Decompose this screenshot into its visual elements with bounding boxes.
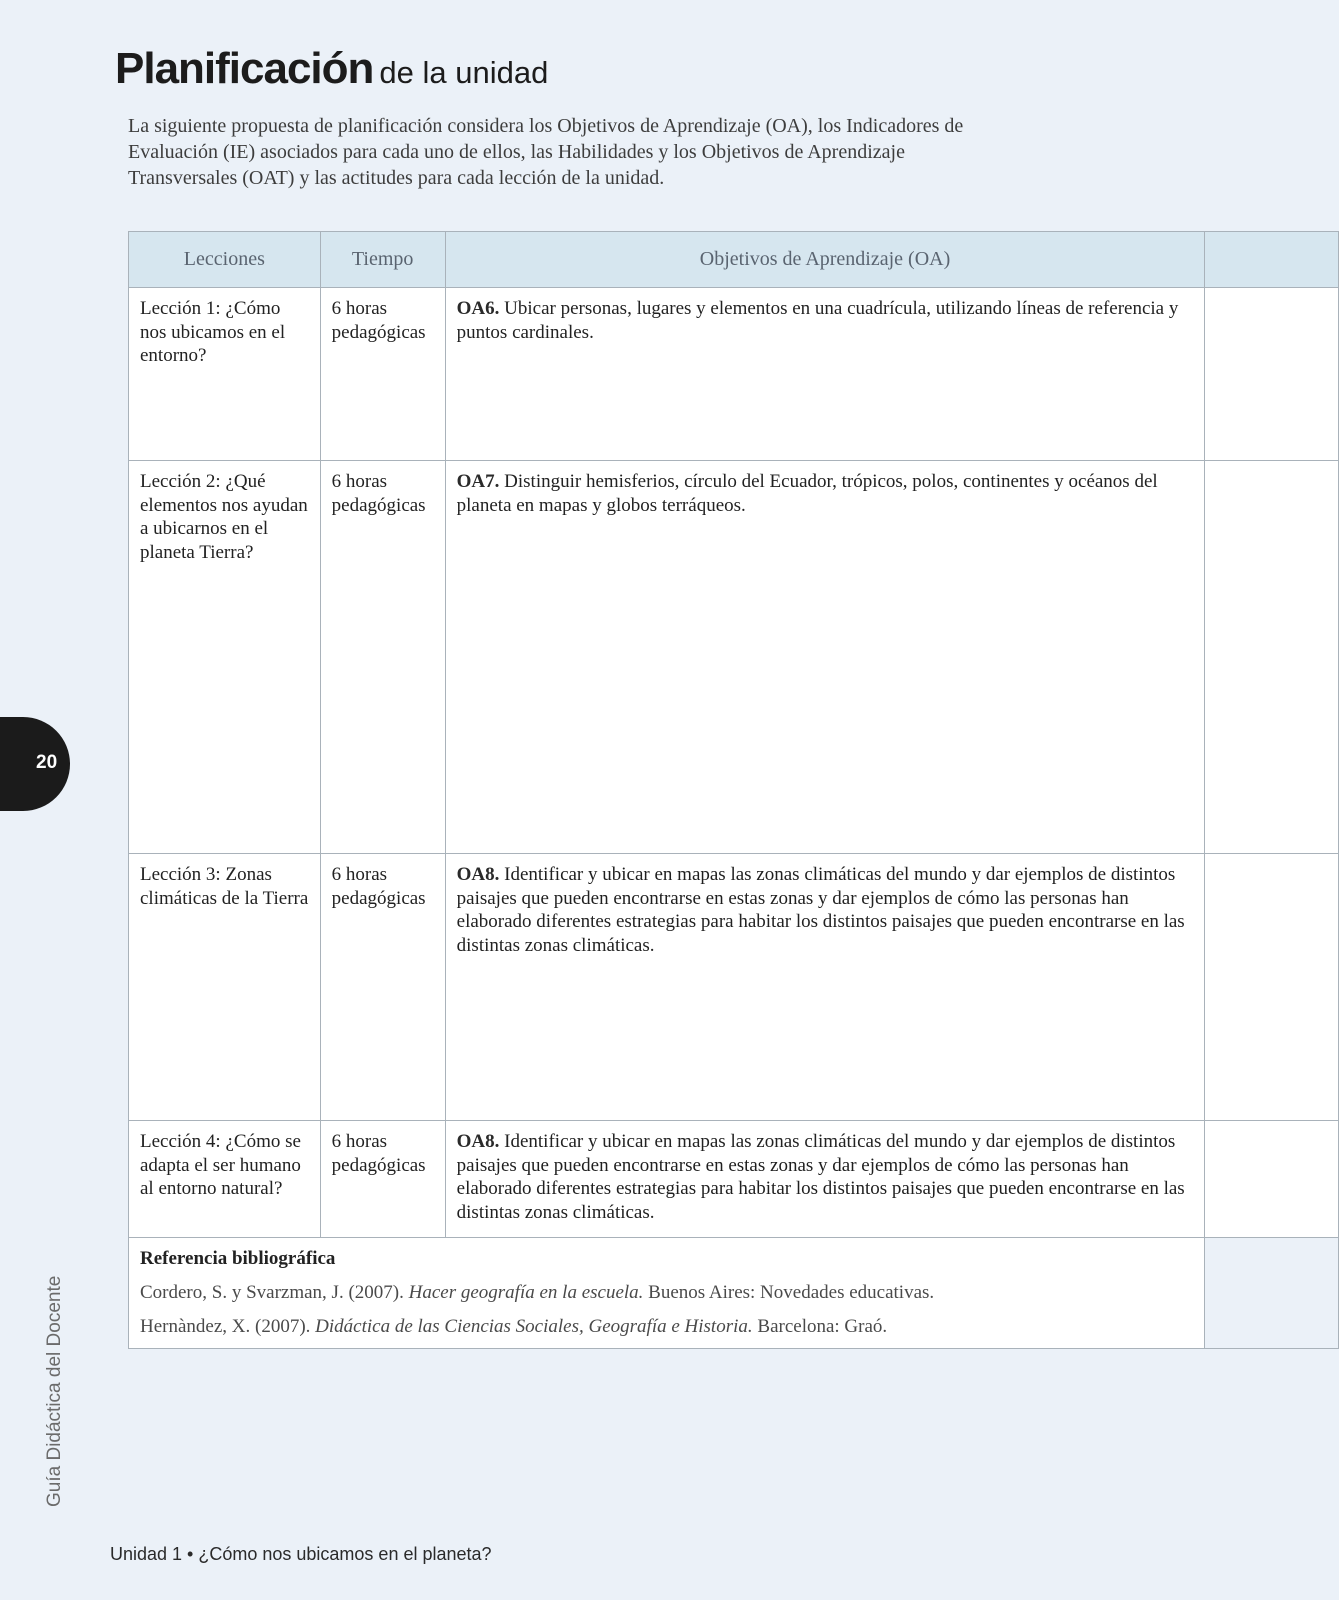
cell-leccion: Lección 3: Zonas climáticas de la Tierra (129, 854, 321, 1121)
page-number-tab (0, 717, 70, 811)
references-gap (1205, 1238, 1339, 1349)
reference-entry (140, 1281, 1193, 1305)
reference-publisher: Barcelona: Graó. (757, 1315, 888, 1337)
planning-table (128, 231, 1339, 1349)
reference-author: Cordero, S. y Svarzman, J. (2007). (140, 1281, 404, 1303)
header-objetivos: Objetivos de Aprendizaje (OA) (445, 232, 1205, 288)
header-tiempo: Tiempo (320, 232, 445, 288)
oa-text: y dar ejemplos de cómo las personas han elaborado diferentes estrategias para habitar los distintos paisajes que pueden encontrarse en las distintas zonas climáticas. (456, 887, 1185, 956)
cell-cutoff (1205, 1121, 1339, 1238)
oa-text: Distinguir hemisferios, círculo del Ecuador, trópicos, polos, continentes y océanos del planeta en mapas y globos terráqueos. (456, 471, 1158, 516)
cell-tiempo: 6 horas pedagógicas (320, 461, 445, 854)
cell-leccion: Lección 4: ¿Cómo se adapta el ser humano al entorno natural? (129, 1121, 321, 1238)
references-cell (129, 1238, 1205, 1349)
oa-code: OA8. (456, 864, 500, 885)
cell-cutoff (1205, 854, 1339, 1121)
header-lecciones: Lecciones (129, 232, 321, 288)
cell-tiempo: 6 horas pedagógicas (320, 288, 445, 461)
table-row (129, 1121, 1339, 1238)
oa-code: OA8. (456, 1131, 500, 1152)
cell-objetivo (445, 1121, 1205, 1238)
cell-leccion: Lección 2: ¿Qué elementos nos ayudan a ubicarnos en el planeta Tierra? (129, 461, 321, 854)
table-row (129, 854, 1339, 1121)
oa-text-emphasis: dar ejemplos de distintos paisajes que pueden encontrarse en estas zonas y dar ejemplos de cómo las personas han elaborado diferentes estrategias para habitar los distintos paisajes que pueden encontrarse en las distintas zonas climáticas. (456, 1131, 1185, 1223)
table-row (129, 461, 1339, 854)
cell-tiempo: 6 horas pedagógicas (320, 854, 445, 1121)
table-row (129, 288, 1339, 461)
cell-objetivo (445, 854, 1205, 1121)
cell-cutoff (1205, 461, 1339, 854)
oa-text-emphasis: Identificar y ubicar en mapas las zonas climáticas del mundo y dar ejemplos de distintos paisajes que pueden encontrarse en estas zonas (456, 864, 1176, 909)
table-header-row (129, 232, 1339, 288)
references-row (129, 1238, 1339, 1349)
cell-tiempo: 6 horas pedagógicas (320, 1121, 445, 1238)
reference-work-title: Didáctica de las Ciencias Sociales, Geografía e Historia. (315, 1315, 753, 1337)
reference-publisher: Buenos Aires: Novedades educativas. (648, 1281, 935, 1303)
page-title-main: Planificación (115, 44, 374, 93)
page-title (115, 44, 548, 94)
reference-author: Hernàndez, X. (2007). (140, 1315, 311, 1337)
page-title-sub: de la unidad (379, 55, 549, 90)
cell-objetivo (445, 288, 1205, 461)
oa-text: Identificar y ubicar en mapas las zonas climáticas del mundo y (504, 1131, 982, 1152)
oa-code: OA6. (456, 298, 500, 319)
cell-leccion: Lección 1: ¿Cómo nos ubicamos en el entorno? (129, 288, 321, 461)
page-number: 20 (36, 752, 58, 773)
oa-text: Ubicar personas, lugares y elementos en una cuadrícula, utilizando líneas de referencia y puntos cardinales. (456, 298, 1179, 343)
reference-work-title: Hacer geografía en la escuela. (408, 1281, 644, 1303)
side-label: Guía Didáctica del Docente (44, 1275, 65, 1507)
footer-unit-title: Unidad 1 • ¿Cómo nos ubicamos en el planeta? (110, 1544, 492, 1564)
header-cutoff (1205, 232, 1339, 288)
references-title: Referencia bibliográfica (140, 1248, 336, 1269)
oa-code: OA7. (456, 471, 500, 492)
cell-objetivo (445, 461, 1205, 854)
reference-entry (140, 1315, 1193, 1339)
cell-cutoff (1205, 288, 1339, 461)
intro-paragraph: La siguiente propuesta de planificación considera los Objetivos de Aprendizaje (OA), los Indicadores de Evaluación (IE) asociados para cada uno de ellos, las Habilidades y los Objetivos de Aprendizaje Transversales (OAT) y las actitudes para cada lección de la unidad. (128, 115, 964, 189)
